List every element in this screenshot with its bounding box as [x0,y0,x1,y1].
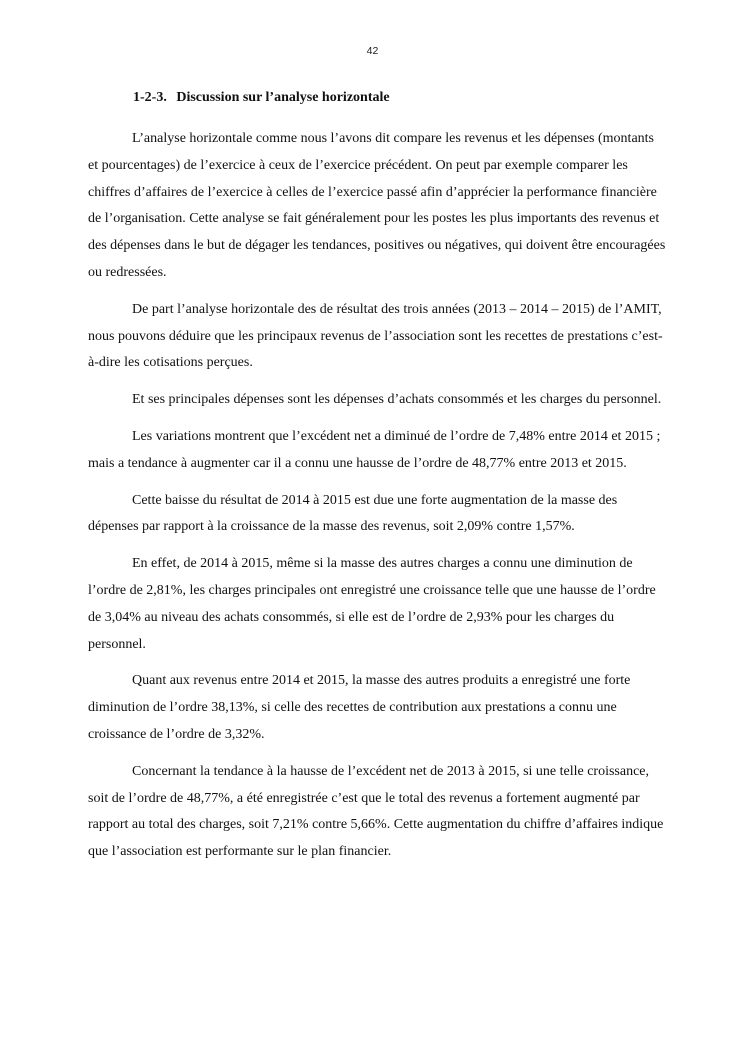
page-number: 42 [366,45,379,57]
section-title: Discussion sur l’analyse horizontale [176,90,390,105]
paragraph-2: De part l’analyse horizontale des de résultat des trois années (2013 – 2014 – 2015) de l’AMIT, nous pouvons déduire que les principaux revenus de l’association sont les recettes de prestations c’est-à-dire les cotisations perçues. [88,301,663,371]
section-heading [133,90,390,106]
paragraph-8: Concernant la tendance à la hausse de l’excédent net de 2013 à 2015, si une telle croissance, soit de l’ordre de 48,77%, a été enregistrée c’est que le total des revenus a fortement augmenté par rapport au total des charges, soit 7,21% contre 5,66%. Cette augmentation du chiffre d’affaires indique que l’association est performante sur le plan financier. [88,763,664,860]
paragraph-7: Quant aux revenus entre 2014 et 2015, la masse des autres produits a enregistré une forte diminution de l’ordre 38,13%, si celle des recettes de contribution aux prestations a connu une croissance de l’ordre de 3,32%. [88,673,631,742]
section-number: 1-2-3. [133,90,167,105]
paragraph-6: En effet, de 2014 à 2015, même si la masse des autres charges a connu une diminution de l’ordre de 2,81%, les charges principales ont enregistré une croissance telle que une hausse de l’ordre de 3,04% au niveau des achats consommés, si elle est de l’ordre de 2,93% pour les charges du personnel. [88,556,656,652]
paragraph-1: L’analyse horizontale comme nous l’avons dit compare les revenus et les dépenses (montants et pourcentages) de l’exercice à ceux de l’exercice précédent. On peut par exemple comparer les chiffres d’affaires de l’exercice à celles de l’exercice passé afin d’apprécier la performance financière de l’organisation. Cette analyse se fait généralement pour les postes les plus importants des revenus et des dépenses dans le but de dégager les tendances, positives ou négatives, qui doivent être encouragées ou redressées. [88,131,666,280]
body-text [88,126,666,876]
paragraph-3: Et ses principales dépenses sont les dépenses d’achats consommés et les charges du personnel. [132,392,662,408]
paragraph-4: Les variations montrent que l’excédent net a diminué de l’ordre de 7,48% entre 2014 et 2015 ; mais a tendance à augmenter car il a connu une hausse de l’ordre de 48,77% entre 2013 et 2015. [88,428,661,471]
paragraph-5: Cette baisse du résultat de 2014 à 2015 est due une forte augmentation de la masse des dépenses par rapport à la croissance de la masse des revenus, soit 2,09% contre 1,57%. [88,492,618,535]
